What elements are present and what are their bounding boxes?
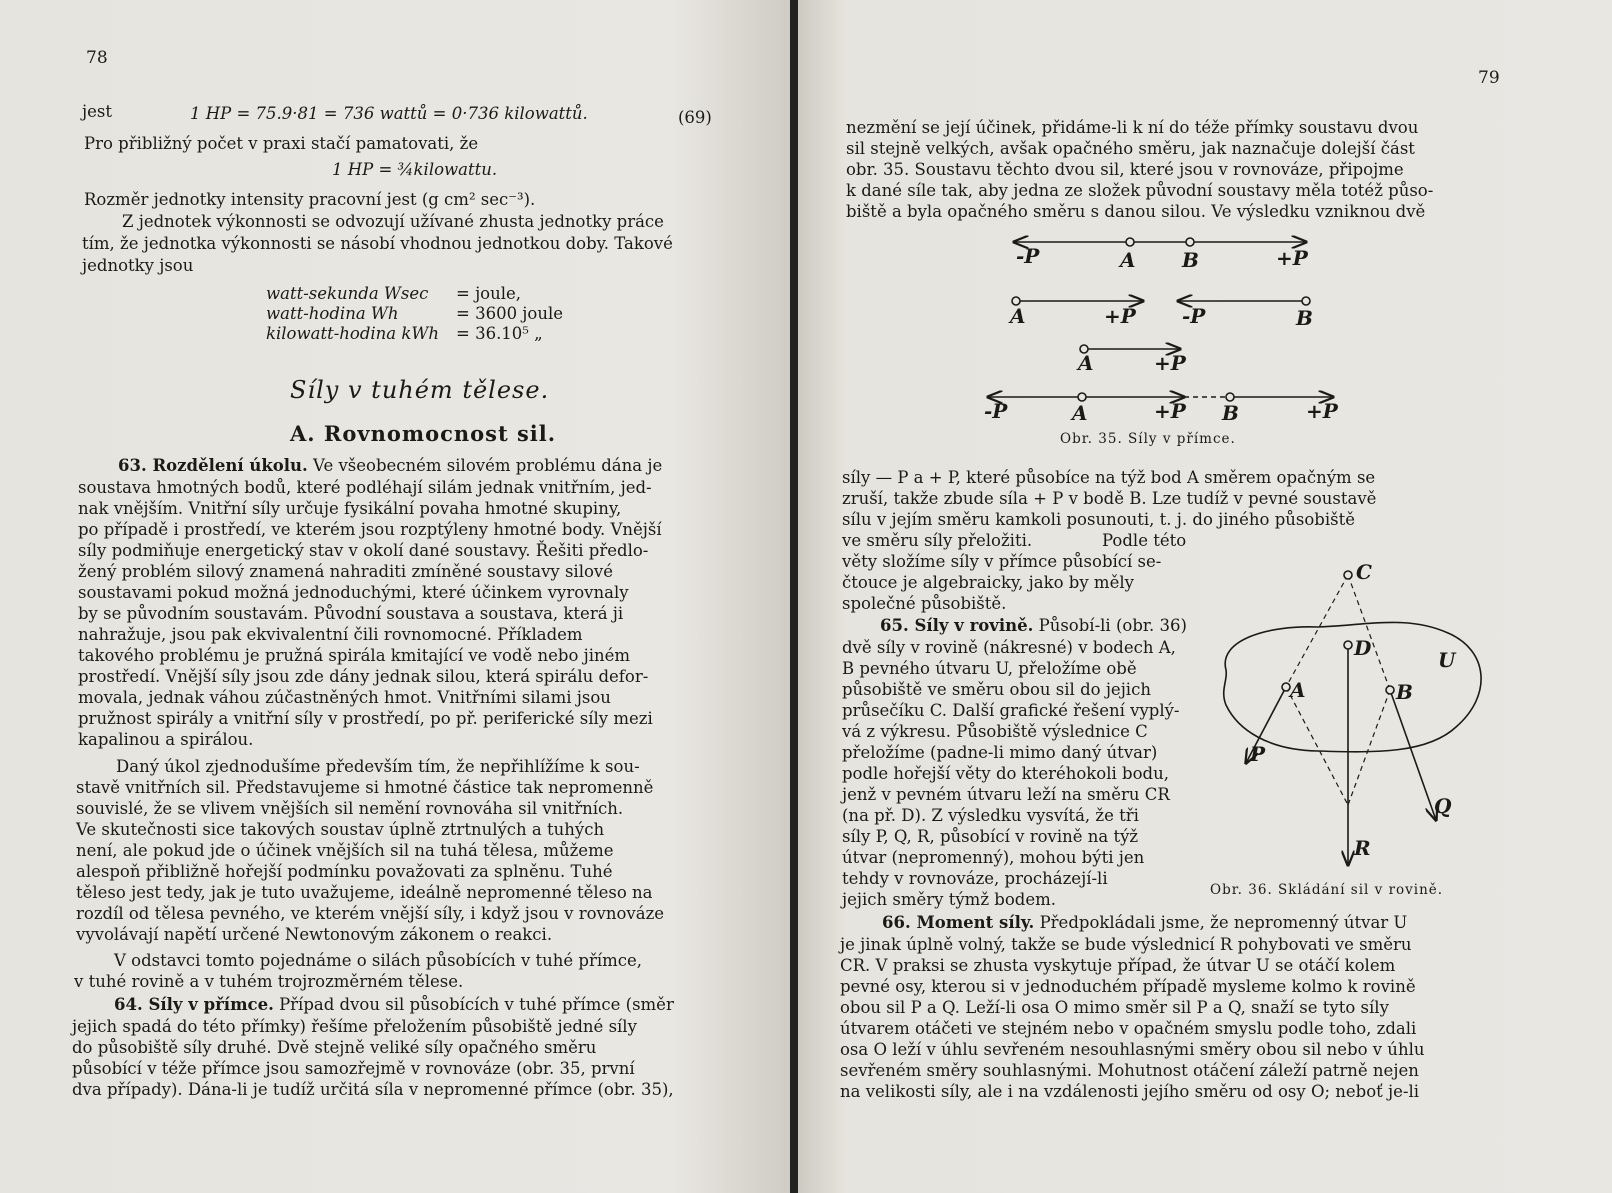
label: -P	[984, 399, 1008, 423]
text-line: síly — P a + P, které působíce na týž bod A směrem opačným se	[842, 468, 1376, 487]
text-span: Působí-li (obr. 36)	[1038, 616, 1187, 635]
text-line: Daný úkol zjednodušíme především tím, že nepřihlížíme k sou-	[116, 757, 640, 776]
figure-caption: Obr. 36. Skládání sil v rovině.	[1210, 882, 1444, 898]
unit-value: = 3600 joule	[456, 304, 564, 323]
book-gutter	[790, 0, 798, 1193]
text-line: vyvolávají napětí určené Newtonovým zákonem o reakci.	[76, 925, 553, 944]
label-q: Q	[1434, 794, 1452, 818]
unit-value: = 36.10⁵ „	[456, 324, 543, 343]
text-line: nahražuje, jsou pak ekvivalentní čili rovnomocné. Příkladem	[78, 625, 583, 644]
label: +P	[1104, 304, 1136, 328]
point-d	[1344, 641, 1352, 649]
text-span: Ve všeobecném silovém problému dána je	[313, 456, 663, 475]
chapter-title: Síly v tuhém tělese.	[290, 376, 550, 404]
label-u: U	[1438, 648, 1456, 672]
text-span: Předpokládali jsme, že nepromenný útvar U	[1039, 913, 1408, 932]
text-line: nezmění se její účinek, přidáme-li k ní do téže přímky soustavu dvou	[846, 118, 1419, 137]
text-line: B pevného útvaru U, přeložíme obě	[842, 659, 1137, 678]
point-b	[1302, 297, 1310, 305]
text-line: alespoň přibližně hořejší podmínku považovati za splněnu. Tuhé	[76, 862, 613, 881]
text-line: po případě i prostředí, ve kterém jsou rozptýleny hmotné body. Vnější	[78, 520, 662, 539]
text-line: těleso jest tedy, jak je tuto uvažujeme, ideálně nepromenné těleso na	[76, 883, 653, 902]
dashed-line	[1286, 575, 1348, 687]
unit-name: watt-sekunda Wsec	[266, 284, 429, 303]
label: A	[1120, 248, 1136, 272]
text-line: nak vnějším. Vnitřní síly určuje fysikální povaha hmotné skupiny,	[78, 499, 622, 518]
figure-caption: Obr. 35. Síly v přímce.	[1060, 431, 1236, 447]
label: A	[1078, 351, 1094, 375]
text-line: osa O leží v úhlu sevřeném nesouhlasnými směry obou sil nebo v úhlu	[840, 1040, 1425, 1059]
text-line: sílu v jejím směru kamkoli posunouti, t. j. do jiného působiště	[842, 510, 1355, 529]
sec66-first-line	[882, 913, 1407, 933]
unit-name: watt-hodina Wh	[266, 304, 399, 323]
label-b: B	[1396, 680, 1413, 704]
section-heading-64: 64. Síly v přímce.	[114, 995, 274, 1014]
label: +P	[1154, 351, 1186, 375]
text-line: takového problému je pružná spirála kmitající ve vodě nebo jiném	[78, 646, 631, 665]
text-line: na velikosti síly, ale i na vzdálenosti jejího směru od osy O; neboť je-li	[840, 1082, 1420, 1101]
text-line: věty složíme síly v přímce působící se-	[842, 552, 1162, 571]
text-line: ve směru síly přeložiti.	[842, 531, 1033, 550]
text-line: jejich směry týmž bodem.	[842, 890, 1056, 909]
label: +P	[1306, 399, 1338, 423]
text-line: čtouce je algebraicky, jako by měly	[842, 573, 1134, 592]
text-span: Případ dvou sil působících v tuhé přímce (směr	[279, 995, 674, 1014]
text-line: žený problém silový znamená nahraditi zmíněné soustavy silové	[78, 562, 613, 581]
equation-number: (69)	[678, 108, 712, 127]
text-line: působící v téže přímce jsou samozřejmě v rovnováze (obr. 35, první	[72, 1059, 635, 1078]
label-c: C	[1356, 560, 1372, 584]
text-line: Rozměr jednotky intensity pracovní jest (g cm² sec⁻³).	[84, 190, 536, 209]
text-line: by se původním soustavám. Původní soustava a soustava, která ji	[78, 604, 624, 623]
point-c	[1344, 571, 1352, 579]
text-line: dva případy). Dána-li je tudíž určitá síla v nepromenné přímce (obr. 35),	[72, 1080, 674, 1099]
text-line: sevřeném směry souhlasnými. Mohutnost otáčení záleží patrně nejen	[840, 1061, 1419, 1080]
label: B	[1222, 401, 1239, 425]
text-line: v tuhé rovině a v tuhém trojrozměrném tělese.	[74, 972, 464, 991]
text-line: útvarem otáčeti ve stejném nebo v opačném smyslu podle toho, zdali	[840, 1019, 1417, 1038]
left-page	[0, 0, 790, 1193]
text-line: movala, jednak váhou zúčastněných hmot. Vnitřními silami jsou	[78, 688, 611, 707]
point-b	[1186, 238, 1194, 246]
text-line: dvě síly v rovině (nákresné) v bodech A,	[842, 638, 1176, 657]
equation-approx: 1 HP = ¾kilowattu.	[332, 160, 498, 179]
text-line: útvar (nepromenný), mohou býti jen	[842, 848, 1145, 867]
page-number: 79	[1478, 68, 1500, 88]
point-b	[1386, 686, 1394, 694]
text-line: Pro přibližný počet v praxi stačí pamatovati, že	[84, 134, 479, 153]
unit-name: kilowatt-hodina kWh	[266, 324, 439, 343]
text-line: pevné osy, kterou si v jednoduchém případě mysleme kolmo k rovině	[840, 977, 1416, 996]
text-line: Z jednotek výkonnosti se odvozují užívané zhusta jednotky práce	[122, 212, 664, 231]
figure-36	[1198, 555, 1498, 900]
text-line: k dané síle tak, aby jedna ze složek původní soustavy měla totéž půso-	[846, 181, 1434, 200]
text-line: přeložíme (padne-li mimo daný útvar)	[842, 743, 1158, 762]
label-d: D	[1354, 636, 1372, 660]
text-line: soustava hmotných bodů, které podléhají silám jednak vnitřním, jed-	[78, 478, 652, 497]
text-line: pružnost spirály a vnitřní síly v prostředí, po př. periferické síly mezi	[78, 709, 653, 728]
text-line: prostředí. Vnější síly jsou zde dány jednak silou, která spirálu defor-	[78, 667, 649, 686]
right-page	[798, 0, 1612, 1193]
text-line: CR. V praksi se zhusta vyskytuje případ, že útvar U se otáčí kolem	[840, 956, 1396, 975]
text-line: není, ale pokud jde o účinek vnějších sil na tuhá tělesa, můžeme	[76, 841, 614, 860]
text-line: jenž v pevném útvaru leží na směru CR	[842, 785, 1170, 804]
text-line: síly P, Q, R, působící v rovině na týž	[842, 827, 1139, 846]
text-line: souvislé, že se vlivem vnějších sil nemění rovnováha sil vnitřních.	[76, 799, 624, 818]
text-line: podle hořejší věty do kteréhokoli bodu,	[842, 764, 1169, 783]
dashed-line	[1348, 575, 1390, 690]
text-line: V odstavci tomto pojednáme o silách působících v tuhé přímce,	[114, 951, 643, 970]
text-line: do působiště síly druhé. Dvě stejně veliké síly opačného směru	[72, 1038, 597, 1057]
label-r: R	[1354, 836, 1371, 860]
label-a: A	[1290, 678, 1306, 702]
dashed-line	[1286, 687, 1348, 805]
text-line: kapalinou a spirálou.	[78, 730, 254, 749]
sec65-first-line	[880, 616, 1187, 636]
label: A	[1010, 304, 1026, 328]
figure-35	[798, 225, 1612, 460]
text-line: stavě vnitřních sil. Představujeme si hmotné částice tak nepromenně	[76, 778, 654, 797]
text-line: síly podmiňuje energetický stav v okolí dané soustavy. Řešiti předlo-	[78, 541, 649, 560]
text-line: sil stejně velkých, avšak opačného směru, jak naznačuje dolejší část	[846, 139, 1415, 158]
label: -P	[1016, 244, 1040, 268]
text-line: jejich spadá do této přímky) řešíme přeložením působiště jedné síly	[72, 1017, 637, 1036]
text-line: Podle této	[1102, 531, 1187, 550]
point-b	[1226, 393, 1234, 401]
text-line: obr. 35. Soustavu těchto dvou sil, které jsou v rovnováze, připojme	[846, 160, 1404, 179]
label: A	[1072, 401, 1088, 425]
equation-69: 1 HP = 75.9·81 = 736 wattů = 0·736 kilowattů.	[190, 104, 588, 123]
text-line: biště a byla opačného směru s danou silou. Ve výsledku vzniknou dvě	[846, 202, 1426, 221]
point-a	[1078, 393, 1086, 401]
sec63-first-line	[118, 456, 662, 476]
text-line: společné působiště.	[842, 594, 1007, 613]
text-line: soustavami pokud možná jednoduchými, které účinkem vyrovnaly	[78, 583, 629, 602]
text-line: zruší, takže zbude síla + P v bodě B. Lze tudíž v pevné soustavě	[842, 489, 1377, 508]
text-line: tehdy v rovnováze, procházejí-li	[842, 869, 1108, 888]
text-line: vá z výkresu. Působiště výslednice C	[842, 722, 1148, 741]
text-line: rozdíl od tělesa pevného, ve kterém vnější síly, i když jsou v rovnováze	[76, 904, 665, 923]
page-number: 78	[86, 48, 108, 68]
section-heading-63: 63. Rozdělení úkolu.	[118, 456, 308, 475]
text-line: průsečíku C. Další grafické řešení vyplý-	[842, 701, 1180, 720]
eq69-lead: jest	[82, 102, 112, 121]
text-line: jednotky jsou	[82, 256, 194, 275]
section-heading-66: 66. Moment síly.	[882, 913, 1035, 932]
text-line: Ve skutečnosti sice takových soustav úplně ztrtnulých a tuhých	[76, 820, 605, 839]
text-line: je jinak úplně volný, takže se bude výslednicí R pohybovati ve směru	[840, 935, 1412, 954]
label: B	[1296, 306, 1313, 330]
section-heading-65: 65. Síly v rovině.	[880, 616, 1034, 635]
section-title: A. Rovnomocnost sil.	[290, 421, 557, 446]
text-line: obou sil P a Q. Leží-li osa O mimo směr sil P a Q, snaží se tyto síly	[840, 998, 1389, 1017]
point-a	[1126, 238, 1134, 246]
dashed-line	[1348, 690, 1390, 805]
text-line: (na př. D). Z výsledku vysvítá, že tři	[842, 806, 1139, 825]
arrow-q	[1390, 690, 1436, 820]
label: +P	[1276, 246, 1308, 270]
text-line: tím, že jednotka výkonnosti se násobí vhodnou jednotkou doby. Takové	[82, 234, 673, 253]
label: B	[1182, 248, 1199, 272]
sec64-first-line	[114, 995, 674, 1015]
point-a	[1282, 683, 1290, 691]
text-line: působiště ve směru obou sil do jejich	[842, 680, 1151, 699]
label: -P	[1182, 304, 1206, 328]
unit-value: = joule,	[456, 284, 522, 303]
label: +P	[1154, 399, 1186, 423]
label-p: P	[1250, 742, 1266, 766]
